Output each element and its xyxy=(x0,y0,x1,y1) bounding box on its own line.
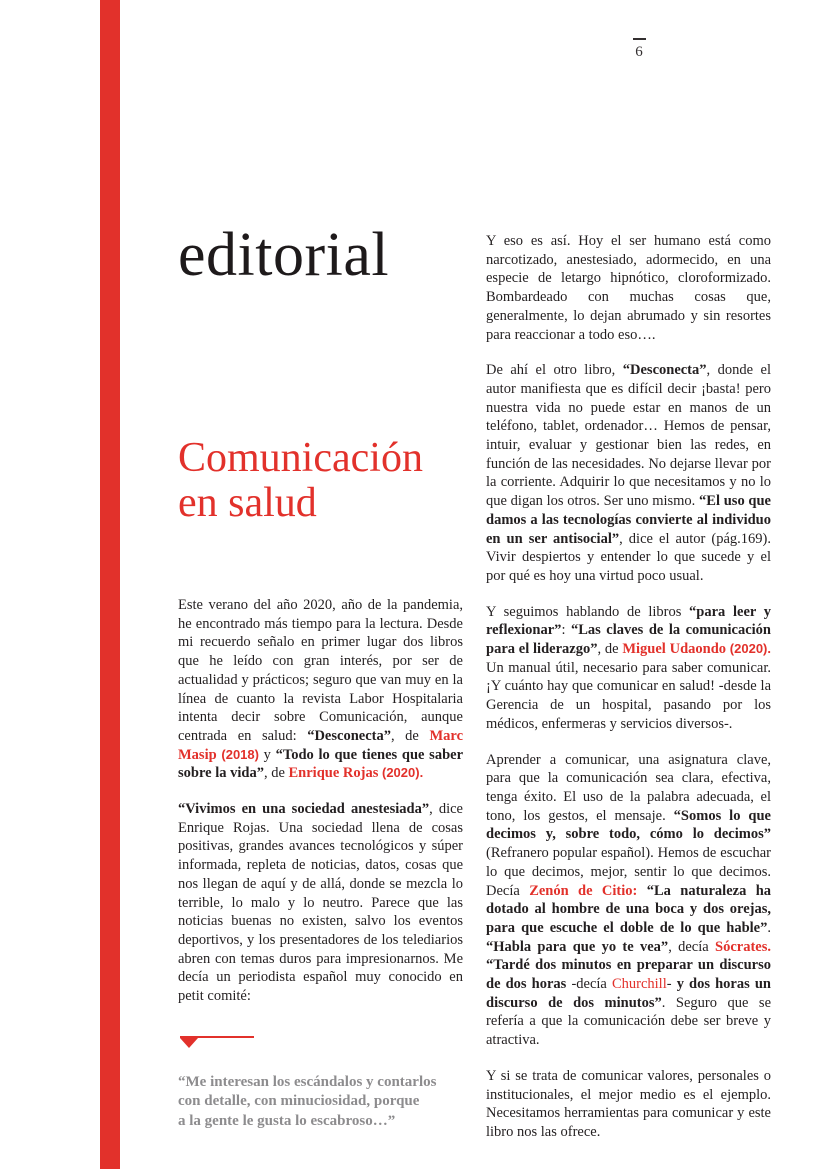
paragraph: Este verano del año 2020, año de la pandemia, he encontrado más tiempo para la lectura. Desde mi recuerdo señalo en primer lugar dos libros que he leído con gran interés, por ser de actualidad y prácticos; seguro que van muy en la línea de cuanto la revista Labor Hospitalaria intenta decir sobre Comunicación, aunque centrada en salud: “Desconecta”, de Marc Masip (2018) y “Todo lo que tienes que saber sobre la vida”, de Enrique Rojas (2020). xyxy=(178,597,464,782)
paragraph: De ahí el otro libro, “Desconecta”, donde el autor manifiesta que es difícil decir ¡basta! pero nuestra vida no puede estar en manos de un teléfono, tablet, ordenador… Hemos de pensar, intuir, evaluar y gestionar bien las redes, en función de las necesidades. No dejarse llevar por la corriente. Adquirir lo que necesitamos y no lo que digan los otros. Ser uno mismo. “El uso que damos a las tecnologías convierte al individuo en un ser antisocial”, dice el autor (pág.169). Vivir despiertos y entender lo que sucede y el por qué es hoy una virtud poco usual. xyxy=(486,362,771,584)
paragraph: Y seguimos hablando de libros “para leer y reflexionar”: “Las claves de la comunicación para el liderazgo”, de Miguel Udaondo (2020). Un manual útil, necesario para saber comunicar. ¡Y cuánto hay que comunicar en salud! -desde la Gerencia de un hospital, pasando por los médicos, enfermeras y servicios diversos-. xyxy=(486,603,772,732)
pull-quote-marker xyxy=(180,1036,254,1049)
pull-quote-line-1: “Me interesan los escándalos y contarlos xyxy=(178,1073,437,1090)
left-column xyxy=(178,596,463,1131)
pull-quote xyxy=(178,1073,463,1132)
article-title-line-1: Comunicación xyxy=(178,435,423,481)
page-number: 6 xyxy=(635,44,643,60)
page-number-dash xyxy=(633,38,646,40)
pull-quote-line-3: a la gente le gusta lo escabroso…” xyxy=(178,1112,396,1129)
left-accent-bar xyxy=(100,0,120,1169)
paragraph: Y si se trata de comunicar valores, personales o institucionales, el mejor medio es el ejemplo. Necesitamos herramientas para comunicar y este libro nos las ofrece. xyxy=(486,1067,771,1140)
paragraph: Aprender a comunicar, una asignatura clave, para que la comunicación sea clara, efectiva, tenga éxito. El uso de la palabra adecuada, el tono, los gestos, el mensaje. “Somos lo que decimos y, sobre todo, cómo lo decimos” (Refranero popular español). Hemos de escuchar lo que decimos, mejor, sentir lo que decimos. Decía Zenón de Citio: “La naturaleza ha dotado al hombre de una boca y dos orejas, para que escuche el doble de lo que hable”. “Habla para que yo te vea”, decía Sócrates. “Tardé dos minutos en preparar un discurso de dos horas -decía Churchill- y dos horas un discurso de dos minutos”. Seguro que se refería a que la comunicación debe ser breve y atractiva. xyxy=(486,751,772,1049)
triangle-down-icon xyxy=(180,1038,198,1048)
paragraph: Y eso es así. Hoy el ser humano está como narcotizado, anestesiado, adormecido, en una especie de letargo hipnótico, cloroformizado. Bombardeado con muchas cosas que, generalmente, lo dejan abrumado y sin resortes para reaccionar a todo eso…. xyxy=(486,233,771,343)
article-title xyxy=(178,436,423,526)
right-column xyxy=(486,232,771,1159)
pull-quote-line-2: con detalle, con minuciosidad, porque xyxy=(178,1093,420,1110)
page-number-block xyxy=(617,38,661,60)
section-title: editorial xyxy=(178,221,390,289)
paragraph: “Vivimos en una sociedad anestesiada”, dice Enrique Rojas. Una sociedad llena de cosas positivas, grandes avances tecnológicos y súper informada, repleta de noticias, datos, cosas que nos llegan de aquí y de allá, donde se mezcla lo terrible, lo malo y lo neutro. Parece que las noticias buenas no existen, salvo los eventos deportivos, y los presentadores de los telediarios abren con temas duros para impresionarnos. Me decía un periodista español muy conocido en petit comité: xyxy=(178,801,463,1005)
article-title-line-2: en salud xyxy=(178,480,317,526)
